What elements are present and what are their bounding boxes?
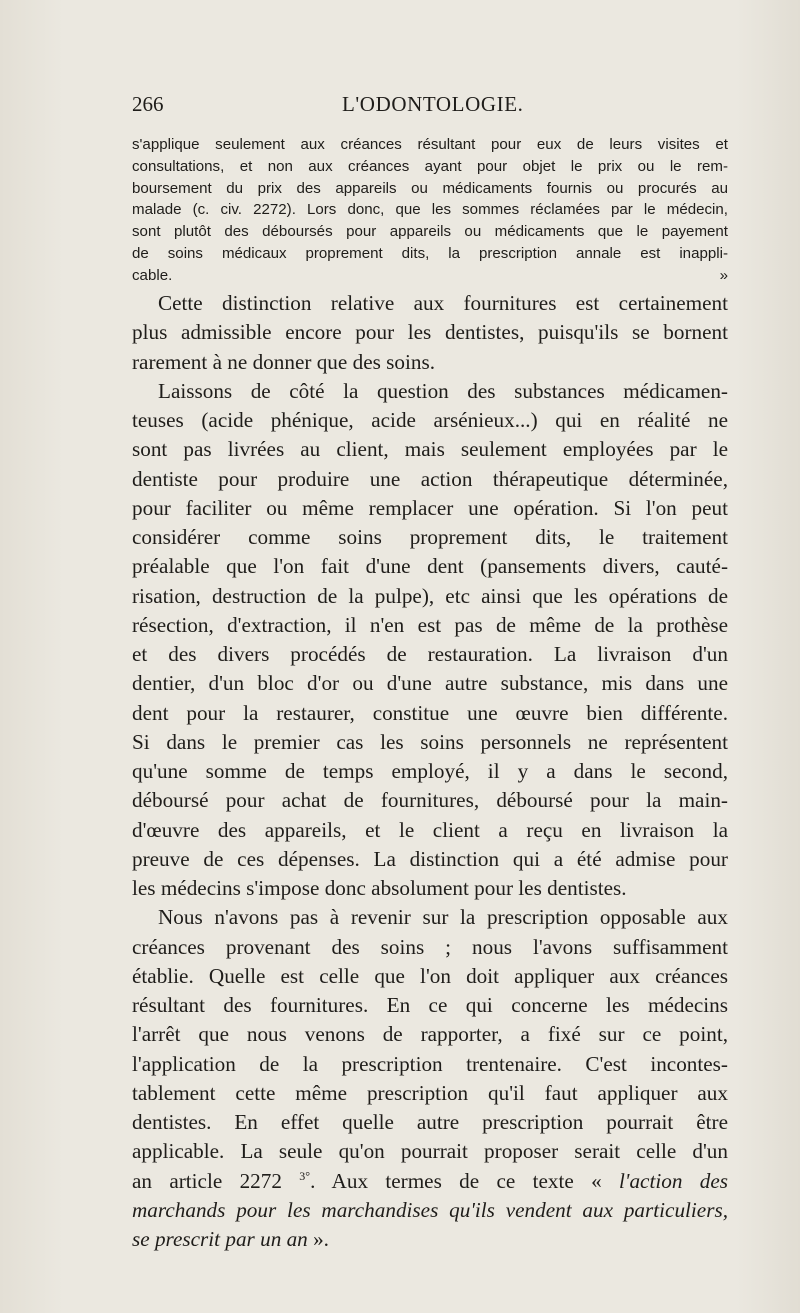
- text-line: préalable que l'on fait d'une dent (pansements divers, cauté-: [132, 554, 728, 579]
- text-line: sont pas livrées au client, mais seulement employées par le: [132, 437, 728, 462]
- italic-citation-start: l'action des: [619, 1168, 728, 1193]
- quote-line: boursement du prix des appareils ou médicaments fournis ou procurés au: [132, 179, 728, 197]
- text-line: teuses (acide phénique, acide arsénieux...) qui en réalité ne: [132, 408, 728, 432]
- text-line: Nous n'avons pas à revenir sur la prescription opposable aux: [158, 905, 728, 930]
- text-line: rarement à ne donner que des soins.: [132, 349, 435, 374]
- closing-quote: ».: [307, 1227, 329, 1251]
- text-line: résultant des fournitures. En ce qui concerne les médecins: [132, 993, 728, 1017]
- article-text: an article 2272: [132, 1168, 282, 1193]
- running-title: L'ODONTOLOGIE.: [342, 92, 524, 116]
- text-line: pour faciliter ou même remplacer une opération. Si l'on peut: [132, 495, 728, 520]
- text-line: risation, destruction de la pulpe), etc ainsi que les opérations de: [132, 583, 728, 608]
- article-text-middle: . Aux termes de ce texte «: [310, 1168, 620, 1193]
- italic-citation-end: se prescrit par un an: [132, 1227, 308, 1251]
- page-number: 266: [132, 92, 164, 116]
- text-line: Laissons de côté la question des substances médicamen-: [158, 378, 728, 403]
- text-line: et des divers procédés de restauration. La livraison d'un: [132, 642, 728, 666]
- text-line: déboursé pour achat de fournitures, déboursé pour la main-: [132, 788, 728, 813]
- quote-line: de soins médicaux proprement dits, la prescription annale est inappli-: [132, 244, 728, 262]
- quoted-passage: [132, 134, 728, 287]
- text-line: qu'une somme de temps employé, il y a dans le second,: [132, 759, 728, 783]
- quote-line: malade (c. civ. 2272). Lors donc, que les sommes réclamées par le médecin,: [132, 201, 728, 219]
- text-line: établie. Quelle est celle que l'on doit appliquer aux créances: [132, 963, 728, 988]
- quote-line: sont plutôt des déboursés pour appareils ou médicaments que le payement: [132, 223, 728, 241]
- text-line: Si dans le premier cas les soins personnels ne représentent: [132, 729, 728, 754]
- text-line: tablement cette même prescription qu'il faut appliquer aux: [132, 1080, 728, 1105]
- text-line: plus admissible encore pour les dentistes, puisqu'ils se bornent: [132, 320, 728, 345]
- text-line: d'œuvre des appareils, et le client a reçu en livraison la: [132, 817, 728, 842]
- paragraph: [132, 903, 728, 932]
- text-line: considérer comme soins proprement dits, le traitement: [132, 525, 728, 549]
- text-line: dentiste pour produire une action thérapeutique déterminée,: [132, 466, 728, 491]
- body-text: [132, 289, 728, 1254]
- text-line: applicable. La seule qu'on pourrait proposer serait celle d'un: [132, 1139, 728, 1164]
- text-line: dentier, d'un bloc d'or ou d'une autre substance, mis dans une: [132, 671, 728, 696]
- text-line: les médecins s'impose donc absolument pour les dentistes.: [132, 876, 627, 900]
- italic-citation-line: marchands pour les marchandises qu'ils vendent aux particuliers,: [132, 1197, 728, 1222]
- text-line: créances provenant des soins ; nous l'avons suffisamment: [132, 934, 728, 959]
- quote-line: s'applique seulement aux créances résultant pour eux de leurs visites et: [132, 136, 728, 153]
- page-header: [132, 92, 728, 120]
- closing-line: [132, 1225, 728, 1254]
- text-line: preuve de ces dépenses. La distinction qui a été admise pour: [132, 846, 728, 871]
- text-line: l'arrêt que nous venons de rapporter, a fixé sur ce point,: [132, 1022, 728, 1047]
- text-line: résection, d'extraction, il n'en est pas de même de la prothèse: [132, 612, 728, 637]
- article-superscript: 3°: [299, 1168, 311, 1183]
- quote-line: consultations, et non aux créances ayant pour objet le prix ou le rem-: [132, 157, 728, 175]
- quote-line: cable. »: [132, 266, 728, 284]
- text-line: l'application de la prescription trentenaire. C'est incontes-: [132, 1051, 728, 1076]
- paragraph: [132, 377, 728, 406]
- text-line: dentistes. En effet quelle autre prescription pourrait être: [132, 1110, 728, 1134]
- paragraph: [132, 289, 728, 318]
- text-line: Cette distinction relative aux fournitures est certainement: [158, 291, 728, 315]
- text-line: dent pour la restaurer, constitue une œuvre bien différente.: [132, 700, 728, 725]
- article-line: [132, 1167, 728, 1196]
